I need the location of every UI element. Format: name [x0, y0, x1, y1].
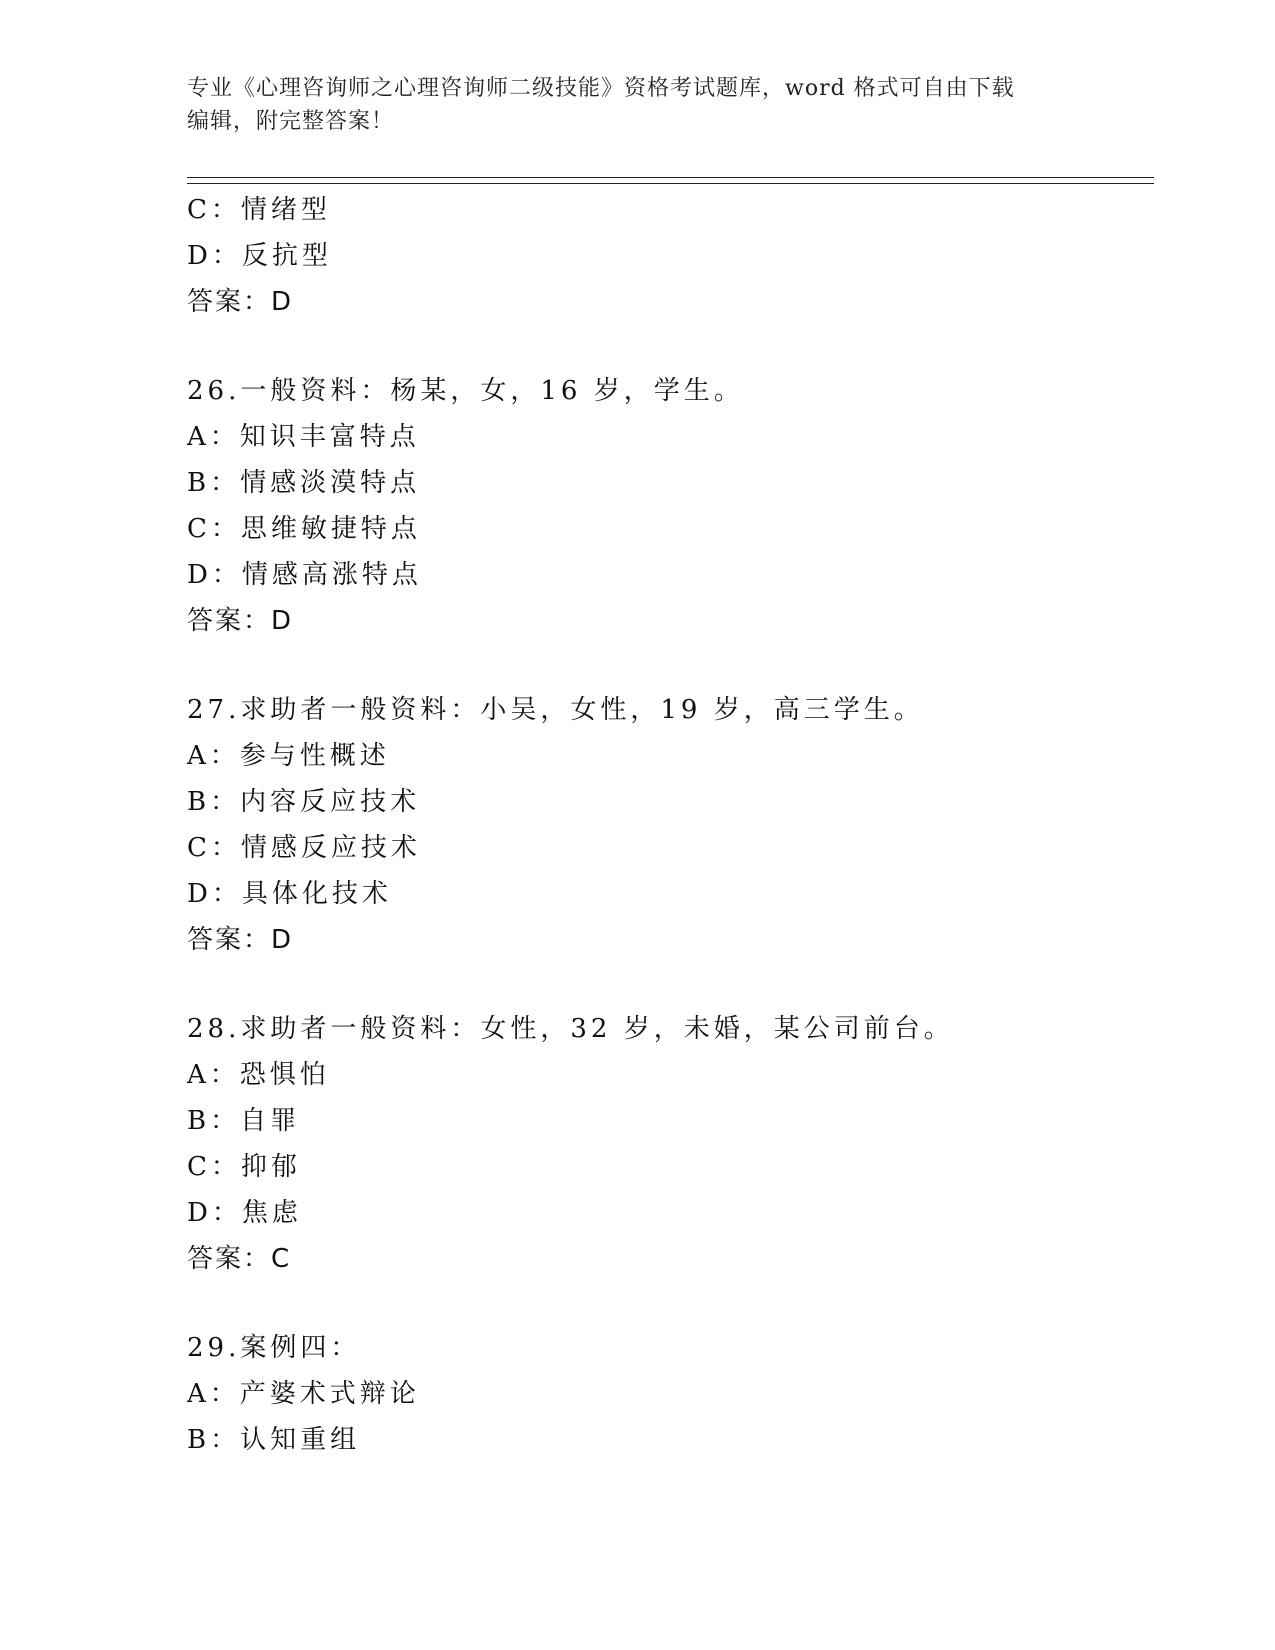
- option-d: D：反抗型: [187, 241, 332, 271]
- option-a: A：产婆术式辩论: [187, 1379, 420, 1409]
- option-b: B：自罪: [187, 1106, 301, 1136]
- question-26: [187, 368, 1147, 644]
- option-b: B：情感淡漠特点: [187, 468, 421, 498]
- option-b: B：认知重组: [187, 1425, 361, 1455]
- option-d: D：具体化技术: [187, 879, 392, 909]
- spacer: [187, 644, 1147, 687]
- question-27: [187, 687, 1147, 963]
- question-28: [187, 1006, 1147, 1282]
- question-stem: 29.案例四：: [187, 1333, 361, 1363]
- answer-label: 答案：C: [187, 1244, 292, 1274]
- option-c: C：思维敏捷特点: [187, 514, 421, 544]
- header-line-2: 编辑，附完整答案！: [187, 109, 395, 134]
- option-a: A：知识丰富特点: [187, 422, 420, 452]
- spacer: [187, 325, 1147, 368]
- answer-label: 答案：D: [187, 925, 294, 955]
- header-line-1: 专业《心理咨询师之心理咨询师二级技能》资格考试题库，word 格式可自由下载: [187, 76, 1015, 101]
- option-b: B：内容反应技术: [187, 787, 421, 817]
- continued-question: [187, 187, 1147, 325]
- question-stem: 28.求助者一般资料：女性，32 岁，未婚，某公司前台。: [187, 1014, 954, 1044]
- question-stem: 27.求助者一般资料：小吴，女性，19 岁，高三学生。: [187, 695, 924, 725]
- option-c: C：情感反应技术: [187, 833, 421, 863]
- question-stem: 26.一般资料：杨某，女，16 岁，学生。: [187, 376, 744, 406]
- option-c: C：情绪型: [187, 195, 331, 225]
- header-divider: [187, 177, 1154, 184]
- answer-label: 答案：D: [187, 606, 294, 636]
- question-list: [187, 187, 1147, 1463]
- answer-label: 答案：D: [187, 287, 294, 317]
- option-d: D：情感高涨特点: [187, 560, 422, 590]
- option-a: A：恐惧怕: [187, 1060, 330, 1090]
- option-c: C：抑郁: [187, 1152, 301, 1182]
- document-header: [187, 72, 1097, 138]
- question-29: [187, 1325, 1147, 1463]
- option-a: A：参与性概述: [187, 741, 390, 771]
- option-d: D：焦虑: [187, 1198, 302, 1228]
- spacer: [187, 1282, 1147, 1325]
- spacer: [187, 963, 1147, 1006]
